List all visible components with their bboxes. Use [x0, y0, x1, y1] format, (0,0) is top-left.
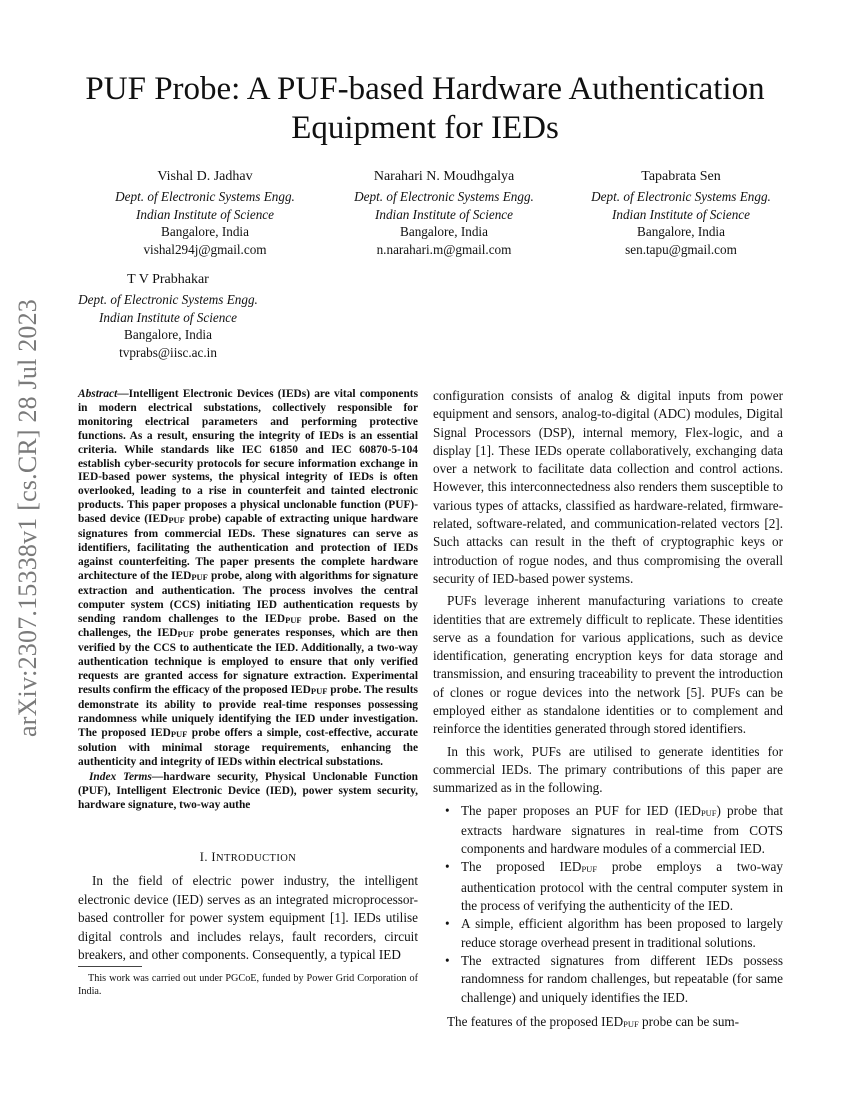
- footnote: This work was carried out under PGCoE, funded by Power Grid Corporation of India.: [78, 973, 418, 997]
- author-email: vishal294j@gmail.com: [143, 241, 267, 257]
- author-department: Dept. of Electronic Systems Engg.: [354, 189, 534, 204]
- author-name: Vishal D. Jadhav: [157, 169, 253, 184]
- list-item: • The extracted signatures from different IEDs possess randomness for random challenges, but repeatable (for same challenge) and uniquely identifies the IED.: [461, 952, 783, 1007]
- paragraph-features: The features of the proposed IEDPUF probe can be sum-: [447, 1013, 740, 1029]
- abstract-label: Abstract: [78, 388, 118, 400]
- author-city: Bangalore, India: [637, 224, 725, 239]
- index-terms: [78, 771, 418, 813]
- author-city: Bangalore, India: [161, 224, 249, 239]
- paper-title-line-1: PUF Probe: A PUF-based Hardware Authentication: [85, 71, 765, 107]
- author-institution: Indian Institute of Science: [135, 206, 275, 222]
- author-email: tvprabs@iisc.ac.in: [119, 344, 217, 360]
- author-institution: Indian Institute of Science: [98, 309, 238, 325]
- index-terms-label: Index Terms: [89, 771, 152, 784]
- footnote-divider: [78, 966, 142, 967]
- arxiv-identifier-text: arXiv:2307.15338v1 [cs.CR] 28 Jul 2023: [13, 298, 42, 738]
- right-column: [433, 387, 783, 1037]
- index-terms-text: —hardware security, Physical Unclonable Function (PUF), Intelligent Electronic Device (IED), power system security, hardware signature, two-way authe: [78, 771, 418, 812]
- author-department: Dept. of Electronic Systems Engg.: [78, 292, 258, 307]
- abstract-paragraph: Abstract—Intelligent Electronic Devices (IEDs) are vital components in modern electrical substations, collectively responsible for monitoring electrical parameters and performing protective functions. As a result, ensuring the integrity of IEDs is an essential criteria. While standards like IEC 61850 and IEC 60870-5-104 establish cyber-security protocols for secure information exchange in IED-based power systems, the physical integrity of IEDs is often overlooked, leading to a rise in counterfeit and tainted electronic products. This paper proposes a physical unclonable function (PUF)-based device (IEDPUF probe) capable of extracting unique hardware signatures from commercial IEDs. These signatures can serve as identifiers, facilitating the authentication and protection of IEDs against counterfeiting. The paper presents the complete hardware architecture of the IEDPUF probe, along with algorithms for signature extraction and authentication. The process involves the central computer system (CCS) initiating IED authentication requests by sending random challenges to the IEDPUF probe. Based on the challenges, the IEDPUF probe generates responses, which are then verified by the CCS to authenticate the IED. Additionally, a two-way authentication technique is employed to ensure that only verified requests are granted access for signature extraction. Experimental results confirm the efficacy of the proposed IEDPUF probe. The results demonstrate its ability to provide real-time responses possessing randomness while uniquely identifying the IED under investigation. The proposed IEDPUF probe offers a simple, cost-effective, accurate solution with minimal storage requirements, enhancing the authenticity and integrity of IEDs within electrical substations.: [78, 388, 418, 768]
- paragraph-puf-overview: PUFs leverage inherent manufacturing variations to create identities that are extremely difficult to replicate. These identities serve as a foundation for various applications, such as device identification, generating encryption keys for data storage and transmission, and ensuring traceability to prevent the introduction of clones or rogue devices into the network [5]. PUFs can be employed either as standalone identities or to complement and reinforce the identities generated through stored identifiers.: [433, 593, 783, 737]
- list-item: • The paper proposes an PUF for IED (IEDPUF) probe that extracts hardware signatures in real-time from COTS components and hardware modules of a commercial IED.: [461, 802, 783, 859]
- author-department: Dept. of Electronic Systems Engg.: [115, 189, 295, 204]
- paragraph-contributions-intro: In this work, PUFs are utilised to generate identities for commercial IEDs. The primary contributions of this paper are summarized as in the following.: [433, 743, 783, 796]
- paper-title-line-2: Equipment for IEDs: [291, 110, 559, 146]
- author-email: n.narahari.m@gmail.com: [376, 241, 512, 257]
- author-block-4: [48, 271, 288, 361]
- paragraph-ied-configuration: configuration consists of analog & digital inputs from power equipment and sensors, analog-to-digital (ADC) modules, Digital Signal Processors (DSP), internal memory, Flex-logic, and a display [1]. These IEDs operate collaboratively, exchanging data over a network to facilitate data collection and control actions. However, this interconnectedness also renders them susceptible to various types of attacks, classified as hardware-related, firmware-related, software-related, and communication-related vectors [2]. Such attacks can result in the theft of cryptographic keys or introduction of rogue nodes, and thus compromising the overall security of IED-based power systems.: [433, 388, 783, 586]
- author-block-3: [561, 168, 801, 258]
- section-heading-introduction: I. INTRODUCTION: [199, 850, 297, 864]
- paper-title: [60, 70, 790, 148]
- list-item: • A simple, efficient algorithm has been proposed to largely reduce storage overhead present in traditional solutions.: [461, 915, 783, 952]
- introduction-paragraph: In the field of electric power industry, the intelligent electronic device (IED) serves as an integrated microprocessor-based controller for power system equipment [1]. IEDs utilise digital controls and includes relays, fault recorders, circuit breakers, and other components. Consequently, a typical IED: [78, 873, 418, 962]
- author-department: Dept. of Electronic Systems Engg.: [591, 189, 771, 204]
- author-institution: Indian Institute of Science: [374, 206, 514, 222]
- contributions-list: [433, 802, 783, 1007]
- author-institution: Indian Institute of Science: [611, 206, 751, 222]
- arxiv-identifier-stamp: [10, 258, 46, 778]
- author-name: Tapabrata Sen: [641, 169, 721, 184]
- author-city: Bangalore, India: [400, 224, 488, 239]
- author-city: Bangalore, India: [124, 327, 212, 342]
- author-name: T V Prabhakar: [127, 272, 209, 287]
- list-item: • The proposed IEDPUF probe employs a two-way authentication protocol with the central computer system in the process of verifying the authenticity of the IED.: [461, 858, 783, 915]
- abstract: [78, 388, 418, 813]
- author-name: Narahari N. Moudhgalya: [373, 169, 515, 184]
- author-email: sen.tapu@gmail.com: [625, 241, 737, 257]
- author-block-2: [324, 168, 564, 258]
- introduction-text: [78, 872, 418, 965]
- author-block-1: [85, 168, 325, 258]
